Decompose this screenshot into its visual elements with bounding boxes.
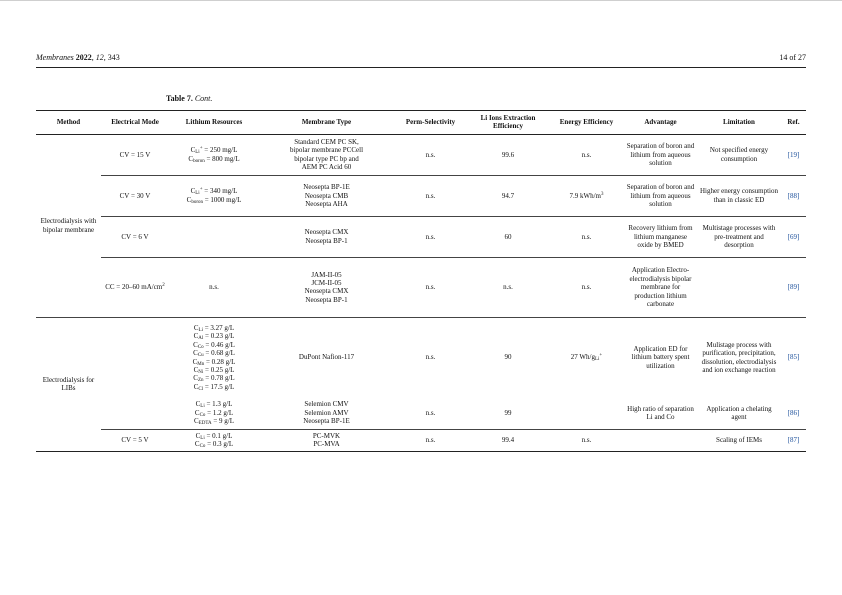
advantage-cell: High ratio of separation Li and Co: [624, 397, 697, 429]
lithium-cell: $C_{Li} = 0.1$ g/L $C_{Co} = 0.3$ g/L: [194, 431, 234, 450]
membrane-cell: Selemion CMV Selemion AMV Neosepta BP-1E: [259, 397, 394, 429]
energy-cell: n.s.: [581, 436, 592, 445]
method-cell: Electrodialysis with bipolar membrane: [36, 134, 101, 317]
energy-cell: [549, 397, 624, 429]
col-header: Membrane Type: [259, 111, 394, 135]
advantage-cell: Separation of boron and lithium from aqueous solution: [624, 175, 697, 216]
ref-link[interactable]: [86]: [781, 397, 806, 429]
perm-cell: n.s.: [425, 436, 436, 445]
col-header: Ref.: [781, 111, 806, 135]
lithium-cell: n.s.: [169, 257, 259, 317]
efficiency-cell: 99.4: [501, 436, 515, 445]
table-row: [36, 175, 806, 216]
mode-cell: CV = 5 V: [121, 436, 149, 445]
energy-cell: 27 $Wh/g_{Li}^+$: [570, 353, 603, 363]
col-header: Li Ions Extraction Efficiency: [467, 111, 549, 135]
lithium-cell: $C_{Li}^+ = 250$ mg/L $C_{boron} = 800$ mg/L: [169, 134, 259, 175]
mode-cell: [101, 317, 169, 397]
efficiency-cell: 94.7: [467, 175, 549, 216]
advantage-cell: Application ED for lithium battery spent utilization: [631, 344, 690, 370]
table-row: [36, 397, 806, 429]
limitation-cell: [697, 257, 781, 317]
table-row: [36, 429, 806, 451]
perm-cell: n.s.: [394, 397, 467, 429]
limitation-cell: Application a chelating agent: [697, 397, 781, 429]
ref-link[interactable]: [88]: [781, 175, 806, 216]
energy-cell: n.s.: [549, 216, 624, 257]
advantage-cell: Application Electro-electrodialysis bipolar membrane for production lithium carbonate: [624, 257, 697, 317]
membrane-cell: JAM-II-05 JCM-II-05 Neosepta CMX Neosepta BP-1: [259, 257, 394, 317]
membrane-cell: PC-MVK PC-MVA: [312, 431, 341, 449]
table-row: [36, 216, 806, 257]
ref-link[interactable]: [19]: [781, 134, 806, 175]
ref-link[interactable]: [85]: [787, 353, 800, 362]
col-header: Lithium Resources: [169, 111, 259, 135]
col-header: Electrical Mode: [101, 111, 169, 135]
col-header: Energy Efficiency: [549, 111, 624, 135]
ref-link[interactable]: [89]: [781, 257, 806, 317]
efficiency-cell: 90: [504, 353, 512, 362]
col-header: Perm-Selectivity: [394, 111, 467, 135]
limitation-cell: Mulistage process with purification, precipitation, dissolution, electrodialysis and ion exchange reaction: [701, 340, 777, 374]
col-header: Advantage: [624, 111, 697, 135]
table-row: [36, 317, 806, 397]
page-number: 14 of 27: [779, 53, 806, 62]
efficiency-cell: n.s.: [467, 257, 549, 317]
ref-link[interactable]: [87]: [787, 436, 800, 445]
table-caption: Table 7. Cont.: [166, 94, 213, 103]
lithium-cell: [169, 216, 259, 257]
header-rule: [36, 67, 806, 68]
lithium-cell: $C_{Li} = 1.3$ g/L $C_{Co} = 1.2$ g/L $C_{EDTA} = 9$ g/L: [169, 397, 259, 429]
advantage-cell: Recovery lithium from lithium manganese oxide by BMED: [624, 216, 697, 257]
perm-cell: n.s.: [394, 257, 467, 317]
table-row: [36, 134, 806, 175]
journal-citation: Membranes 2022, 12, 343: [36, 53, 120, 62]
page-header: [36, 53, 806, 62]
mode-cell: CC = 20–60 $mA/cm^2$: [101, 257, 169, 317]
efficiency-cell: 99.6: [467, 134, 549, 175]
perm-cell: n.s.: [394, 175, 467, 216]
top-border: [0, 0, 842, 1]
limitation-cell: Multistage processes with pre-treatment and desorption: [697, 216, 781, 257]
membrane-cell: Neosepta BP-1E Neosepta CMB Neosepta AHA: [259, 175, 394, 216]
header-row: [36, 111, 806, 135]
advantage-cell: [624, 429, 697, 451]
limitation-cell: Higher energy consumption than in classic ED: [697, 175, 781, 216]
advantage-cell: Separation of boron and lithium from aqueous solution: [624, 134, 697, 175]
efficiency-cell: 60: [467, 216, 549, 257]
method-cell: Electrodialysis for LIBs: [42, 375, 95, 393]
lithium-cell: $C_{Li}^+ = 340$ mg/L $C_{boron} = 1000$ mg/L: [169, 175, 259, 216]
data-table: [36, 110, 806, 452]
membrane-cell: Standard CEM PC SK, bipolar membrane PCCell bipolar type PC bp and AEM PC Acid 60: [259, 134, 394, 175]
col-header: Method: [36, 111, 101, 135]
ref-link[interactable]: [69]: [781, 216, 806, 257]
lithium-cell: $C_{Li} = 3.27$ g/L $C_{Al} = 0.23$ g/L $C_{Co} = 0.46$ g/L $C_{Cu} = 0.68$ g/L $C_{Mn} = 0.28$ g/L $C_{Ni} = 0.25$ g/L $C_{Zn} = 0.78$ g/L $C_{Cl} = 17.5$ g/L: [192, 323, 236, 392]
mode-cell: CV = 15 V: [101, 134, 169, 175]
mode-cell: [101, 397, 169, 429]
membrane-cell: DuPont Nafion-117: [298, 353, 355, 362]
mode-cell: CV = 6 V: [101, 216, 169, 257]
energy-cell: n.s.: [549, 257, 624, 317]
perm-cell: n.s.: [394, 216, 467, 257]
perm-cell: n.s.: [394, 134, 467, 175]
col-header: Limitation: [697, 111, 781, 135]
limitation-cell: Not specified energy consumption: [697, 134, 781, 175]
efficiency-cell: 99: [467, 397, 549, 429]
energy-cell: n.s.: [549, 134, 624, 175]
perm-cell: n.s.: [425, 353, 436, 362]
table-row: [36, 257, 806, 317]
energy-cell: 7.9 kWh/$m^3$: [549, 175, 624, 216]
mode-cell: CV = 30 V: [101, 175, 169, 216]
membrane-cell: Neosepta CMX Neosepta BP-1: [259, 216, 394, 257]
limitation-cell: Scaling of IEMs: [716, 436, 762, 445]
